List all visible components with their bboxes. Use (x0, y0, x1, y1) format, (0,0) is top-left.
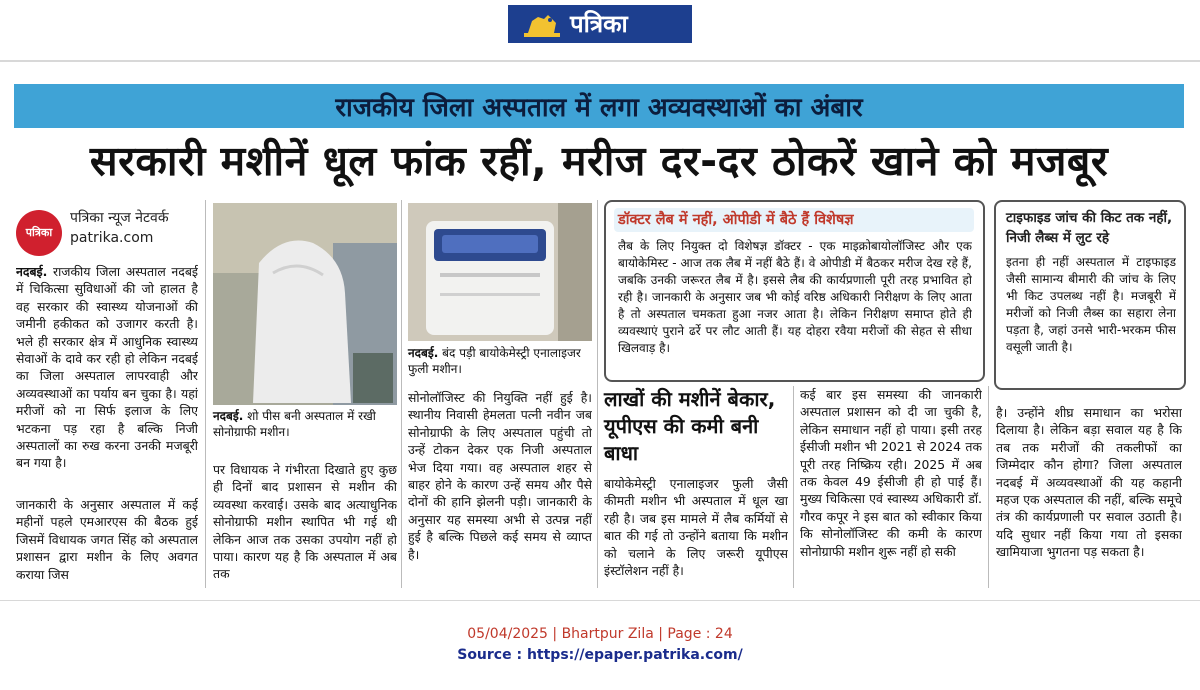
masthead-title: पत्रिका (570, 10, 628, 38)
bottom-rule (0, 600, 1200, 601)
section-band (14, 84, 1184, 128)
byline-network: पत्रिका न्यूज नेटवर्क (70, 210, 169, 226)
photo2-caption-lead: नदबई. (408, 346, 439, 360)
col-divider-3 (597, 200, 598, 588)
box-doctor-title: डॉक्टर लैब में नहीं, ओपीडी में बैठे हैं विशेषज्ञ (618, 212, 854, 228)
footer-source-link[interactable]: Source : https://epaper.patrika.com/ (457, 647, 743, 663)
photo-sonography-graphic (213, 203, 397, 405)
col6-para1 (996, 404, 1182, 586)
col1-text2: जानकारी के अनुसार अस्पताल में कई महीनों पहले एमआरएस की बैठक हुई जिसमें विधायक जगत सिंह को अस्पताल प्रशासन द्वारा मशीन के लिए अवगत कराया जिस (16, 497, 198, 582)
col1-para1 (16, 263, 198, 495)
box-typhoid (994, 200, 1186, 390)
box-doctor-lab (604, 200, 985, 382)
box-typhoid-title: टाइफाइड जांच की किट तक नहीं, निजी लैब्स में लुट रहे (1006, 210, 1173, 246)
col-divider-1 (205, 200, 206, 588)
photo-biochemistry-analyzer (408, 203, 592, 341)
col2-text1: पर विधायक ने गंभीरता दिखाते हुए कुछ ही दिनों बाद प्रशासन से मशीन की व्यवस्था करवाई। उसके बाद अत्याधुनिक सोनोग्राफी मशीन स्थापित भी गई थी लेकिन आज तक उसका उपयोग नहीं हो पाया। कारण यह है कि अस्पताल में अब तक (213, 462, 397, 582)
col3-para1 (408, 389, 592, 585)
col5-text1: कई बार इस समस्या की जानकारी अस्पताल प्रशासन को दी जा चुकी है, लेकिन समाधान नहीं हो पाया। इसी तरह ईसीजी मशीन भी 2021 से 2024 तक पूरी तरह निष्क्रिय रही। 2025 में अब तक केवल 49 ईसीजी ही हो पाई हैं। मुख्य चिकित्सा एवं स्वास्थ्य अधिकारी डॉ. गौरव कपूर ने इस बात को स्वीकार किया कि सोनोलॉजिस्ट की कमी के कारण सोनोग्राफी मशीन शुरू नहीं हो सकी (800, 387, 982, 559)
top-rule (0, 60, 1200, 62)
photo1-caption-text: शो पीस बनी अस्पताल में रखी सोनोग्राफी मशीन। (213, 409, 376, 439)
byline (70, 208, 169, 248)
col2-para1 (213, 461, 397, 586)
masthead-logo[interactable] (508, 5, 692, 43)
col-divider-2 (401, 200, 402, 588)
col1-dateline: नदबई. (16, 264, 48, 279)
col4-subhead: लाखों की मशीनें बेकार, यूपीएस की कमी बनी बाधा (604, 387, 776, 465)
patrika-logo-badge: पत्रिका (16, 210, 62, 256)
band-title: राजकीय जिला अस्पताल में लगा अव्यवस्थाओं का अंबार (335, 93, 863, 123)
photo1-caption (213, 408, 397, 444)
col1-text1: राजकीय जिला अस्पताल नदबई में चिकित्सा सुविधाओं की जो हालत है वह सरकार की स्वास्थ्य योजनाओं की जमीनी हकीकत को उजागर करती है। भले ही सरकार क्षेत्र में आधुनिक स्वास्थ्य सेवाओं के दावे कर रही हो लेकिन नदबई का जिला अस्पताल लापरवाही और अव्यवस्थाओं का पर्याय बन चुका है। यहां मरीजों को ना सिर्फ इलाज के लिए भटकना पड़ रहा है बल्कि निजी अस्पतालों का रुख करना उनकी मजबूरी बन गया है। (16, 264, 198, 471)
col-divider-5 (988, 386, 989, 588)
col4-text1: बायोकेमेस्ट्री एनालाइजर फुली जैसी कीमती मशीन भी अस्पताल में धूल खा रही है। जब इस मामले में लैब कर्मियों से बात की गई तो उन्होंने बताया कि मशीन को चलाने के लिए जरूरी यूपीएस इंस्टॉलेशन नहीं है। (604, 476, 788, 579)
photo-analyzer-graphic (408, 203, 592, 341)
col3-text1: सोनोलॉजिस्ट की नियुक्ति नहीं हुई है। स्थानीय निवासी हेमलता पत्नी नवीन जब सोनोग्राफी के लिए अस्पताल पहुंची तो उन्हें टोकन देकर एक निजी अस्पताल भेज दिया गया। वह अस्पताल शहर से बाहर होने के कारण उन्हें समय और पैसे दोनों की हानि झेलनी पड़ी। जानकारी के अनुसार यह समस्या अभी से उत्पन्न नहीं हुई है बल्कि पिछले कई समय से व्याप्त है। (408, 390, 592, 562)
photo-sonography-machine (213, 203, 397, 405)
footer-edition: 05/04/2025 | Bhartpur Zila | Page : 24 (467, 626, 733, 642)
col6-text1: है। उन्होंने शीघ्र समाधान का भरोसा दिलाया है। लेकिन बड़ा सवाल यह है कि तब तक मरीजों की तकलीफों का जिम्मेदार कौन होगा? जिला अस्पताल नदबई में अव्यवस्थाओं की यह कहानी महज एक अस्पताल की नहीं, बल्कि समूचे तंत्र की कार्यप्रणाली पर सवाल उठाती है। यदि सुधार नहीं किया गया तो इसका खामियाजा भुगतना पड़ सकता है। (996, 405, 1182, 560)
col-divider-4 (793, 386, 794, 588)
headline: सरकारी मशीनें धूल फांक रहीं, मरीज दर-दर ठोकरें खाने को मजबूर (89, 137, 1109, 185)
byline-site: patrika.com (70, 230, 154, 246)
photo1-caption-lead: नदबई. (213, 409, 244, 423)
col4-para1 (604, 475, 788, 585)
box-typhoid-text: इतना ही नहीं अस्पताल में टाइफाइड जैसी सामान्य बीमारी की जांच के लिए भी किट उपलब्ध नहीं है। मजबूरी में मरीजों को निजी लैब्स का सहारा लेना पड़ता है, जहां उनसे भारी-भरकम फीस वसूली जाती है। (1006, 255, 1176, 354)
col1-para2 (16, 496, 198, 588)
photo2-caption (408, 345, 592, 381)
box-doctor-text: लैब के लिए नियुक्त दो विशेषज्ञ डॉक्टर - एक माइक्रोबायोलॉजिस्ट और एक बायोकेमिस्ट - आज तक लैब में नहीं बैठे हैं। वे ओपीडी में बैठकर मरीज देख रहे हैं, जबकि उनकी जरूरत लैब में है। इससे लैब की कार्यप्रणाली पूरी तरह प्रभावित हो रही है। जानकारी के अनुसार जब भी कोई वरिष्ठ अधिकारी निरीक्षण के लिए आता है तो अस्पताल चमकता हुआ नजर आता है। लेकिन निरीक्षण समाप्त होते ही व्यवस्थाएं पुराने ढर्रे पर लौट आती हैं। यह दोहरा रवैया मरीजों की सेहत से सीधा खिलवाड़ है। (618, 239, 972, 355)
col5-para1 (800, 386, 982, 586)
photo2-caption-text: बंद पड़ी बायोकेमेस्ट्री एनालाइजर फुली मशीन। (408, 346, 581, 376)
lion-emblem-icon (522, 9, 562, 39)
